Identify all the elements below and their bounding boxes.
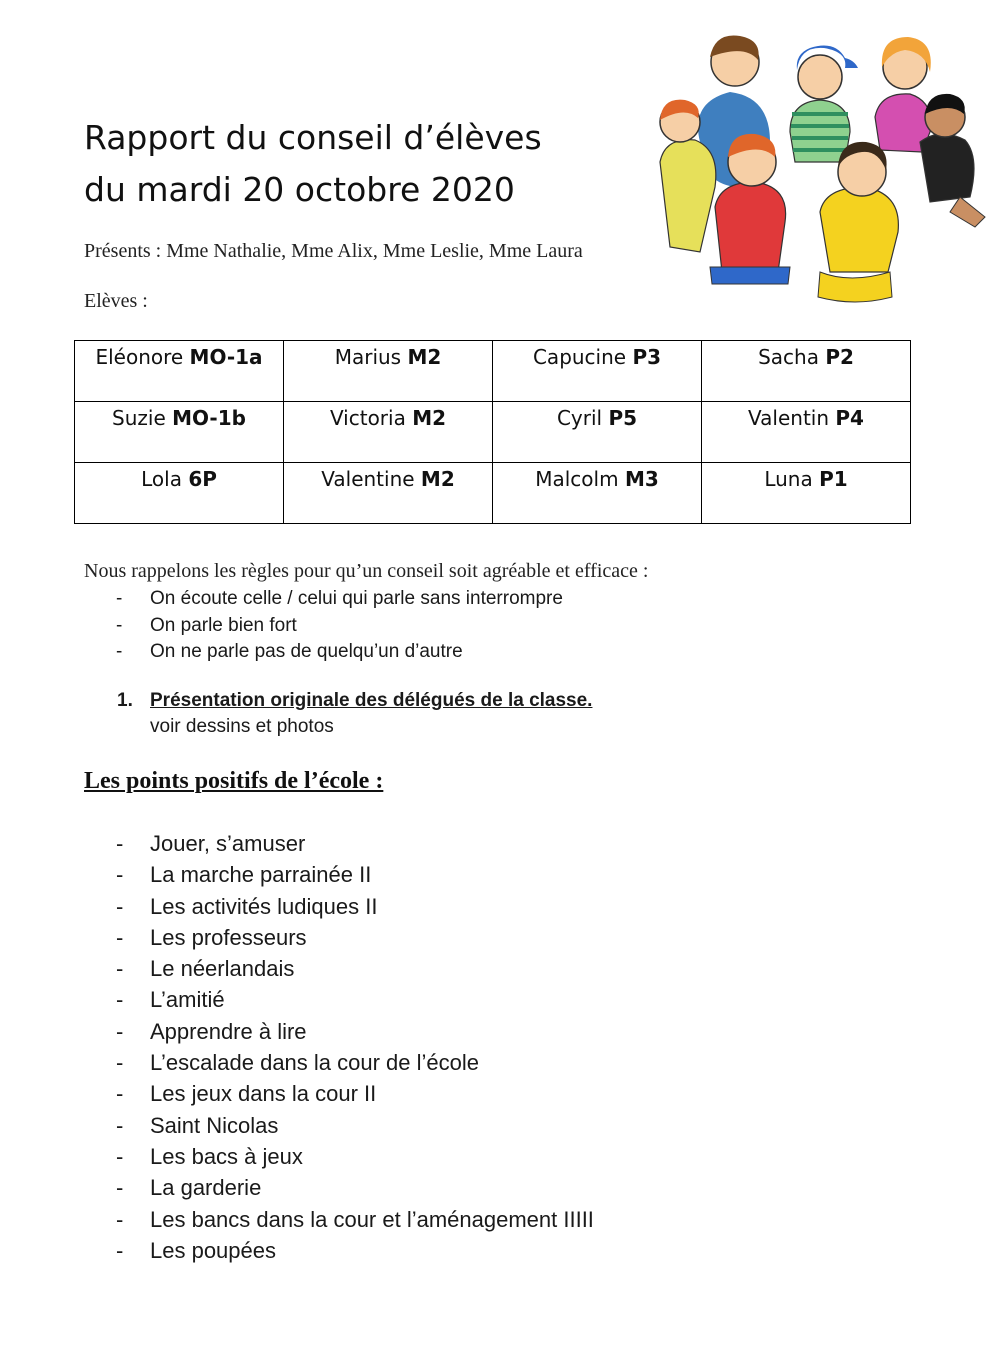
children-sitting-in-circle-illustration bbox=[640, 22, 990, 312]
report-title bbox=[84, 112, 542, 216]
list-bullet: - bbox=[116, 614, 123, 636]
student-cell bbox=[493, 341, 702, 402]
list-item-text: On parle bien fort bbox=[150, 614, 297, 636]
rule-item bbox=[0, 613, 563, 640]
section-1-subtext: voir dessins et photos bbox=[150, 716, 334, 737]
student-name: Sacha bbox=[758, 345, 819, 369]
positive-item bbox=[0, 859, 594, 890]
rules-list bbox=[0, 586, 563, 666]
rules-intro: Nous rappelons les règles pour qu’un conseil soit agréable et efficace : bbox=[84, 560, 649, 582]
student-class: P4 bbox=[835, 406, 864, 430]
child-right bbox=[920, 94, 985, 227]
student-name: Valentin bbox=[748, 406, 830, 430]
student-name: Capucine bbox=[532, 345, 627, 369]
student-cell bbox=[702, 402, 911, 463]
positive-item bbox=[0, 1204, 594, 1235]
list-item-text: On ne parle pas de quelqu’un d’autre bbox=[150, 641, 463, 662]
list-item-text: La marche parrainée II bbox=[150, 862, 372, 888]
student-cell bbox=[702, 463, 911, 524]
student-class: M2 bbox=[407, 345, 442, 369]
child-back-right bbox=[875, 37, 931, 152]
list-item-text: L’amitié bbox=[150, 987, 225, 1013]
positive-item bbox=[0, 1047, 594, 1078]
list-item-text: Saint Nicolas bbox=[150, 1112, 279, 1138]
child-front-right bbox=[818, 142, 898, 302]
positive-item bbox=[0, 891, 594, 922]
child-back-middle bbox=[790, 46, 858, 162]
positives-list bbox=[0, 828, 594, 1266]
student-class: P5 bbox=[608, 406, 638, 430]
list-bullet: - bbox=[116, 862, 124, 888]
student-cell bbox=[75, 402, 284, 463]
students-label: Elèves : bbox=[84, 290, 148, 312]
students-table bbox=[74, 340, 911, 524]
student-cell bbox=[284, 463, 493, 524]
list-bullet: - bbox=[116, 987, 124, 1013]
positive-item bbox=[0, 922, 594, 953]
list-item-text: L’escalade dans la cour de l’école bbox=[150, 1050, 480, 1076]
list-bullet: - bbox=[116, 1112, 124, 1138]
student-class: P3 bbox=[632, 345, 662, 369]
student-name: Cyril bbox=[556, 406, 603, 430]
student-name: Malcolm bbox=[535, 467, 619, 491]
list-bullet: - bbox=[116, 1018, 124, 1044]
positives-title: Les points positifs de l’école : bbox=[84, 768, 384, 794]
report-title-line-2: du mardi 20 octobre 2020 bbox=[84, 170, 515, 209]
list-item-text: On écoute celle / celui qui parle sans interrompre bbox=[150, 588, 563, 609]
students-table-row bbox=[75, 341, 911, 402]
student-name: Suzie bbox=[112, 406, 166, 430]
attendees-line: Présents : Mme Nathalie, Mme Alix, Mme Leslie, Mme Laura bbox=[84, 240, 583, 262]
student-class: M3 bbox=[624, 467, 659, 491]
student-cell bbox=[75, 463, 284, 524]
student-name: Luna bbox=[764, 467, 813, 491]
list-item-text: La garderie bbox=[150, 1175, 262, 1201]
student-name: Lola bbox=[141, 467, 182, 491]
report-title-line-1: Rapport du conseil d’élèves bbox=[84, 118, 542, 157]
list-item-text: Les activités ludiques II bbox=[150, 893, 378, 919]
list-item-text: Les jeux dans la cour II bbox=[150, 1081, 377, 1107]
student-class: MO-1a bbox=[189, 345, 263, 369]
list-bullet: - bbox=[116, 831, 124, 856]
student-name: Marius bbox=[334, 345, 402, 369]
student-name: Victoria bbox=[329, 406, 406, 430]
rule-item bbox=[0, 639, 563, 666]
student-class: M2 bbox=[420, 467, 455, 491]
list-bullet: - bbox=[116, 1050, 124, 1076]
positive-item bbox=[0, 1016, 594, 1047]
student-class: P2 bbox=[825, 345, 854, 369]
section-1-number: 1. bbox=[117, 690, 133, 711]
list-item-text: Les bancs dans la cour et l’aménagement IIIII bbox=[150, 1206, 594, 1232]
student-class: 6P bbox=[188, 467, 217, 491]
list-item-text: Jouer, s’amuser bbox=[150, 831, 306, 856]
list-item-text: Les poupées bbox=[150, 1237, 276, 1263]
positive-item bbox=[0, 953, 594, 984]
student-cell bbox=[493, 463, 702, 524]
students-table-row bbox=[75, 402, 911, 463]
list-item-text: Les bacs à jeux bbox=[150, 1143, 303, 1169]
student-cell bbox=[284, 341, 493, 402]
positive-item bbox=[0, 1110, 594, 1141]
list-bullet: - bbox=[116, 924, 124, 950]
student-class: M2 bbox=[412, 406, 447, 430]
student-cell bbox=[75, 341, 284, 402]
positive-item bbox=[0, 1078, 594, 1109]
list-bullet: - bbox=[116, 588, 123, 609]
student-name: Valentine bbox=[321, 467, 415, 491]
list-item-text: Apprendre à lire bbox=[150, 1018, 307, 1044]
students-table-row bbox=[75, 463, 911, 524]
positive-item bbox=[0, 828, 594, 859]
student-cell bbox=[702, 341, 911, 402]
list-bullet: - bbox=[116, 1237, 124, 1263]
rule-item bbox=[0, 586, 563, 613]
list-bullet: - bbox=[116, 641, 123, 662]
list-bullet: - bbox=[116, 1175, 124, 1201]
list-bullet: - bbox=[116, 1143, 124, 1169]
list-item-text: Le néerlandais bbox=[150, 956, 295, 982]
student-cell bbox=[284, 402, 493, 463]
list-bullet: - bbox=[116, 956, 124, 982]
positive-item bbox=[0, 1235, 594, 1266]
student-class: P1 bbox=[819, 467, 848, 491]
list-bullet: - bbox=[116, 1081, 124, 1107]
student-cell bbox=[493, 402, 702, 463]
student-name: Eléonore bbox=[95, 345, 184, 369]
section-1 bbox=[117, 690, 592, 738]
section-1-heading: Présentation originale des délégués de la classe. bbox=[150, 690, 593, 711]
list-item-text: Les professeurs bbox=[150, 924, 307, 950]
list-bullet: - bbox=[116, 893, 124, 919]
positive-item bbox=[0, 1141, 594, 1172]
list-bullet: - bbox=[116, 1206, 124, 1232]
student-class: MO-1b bbox=[172, 406, 246, 430]
positive-item bbox=[0, 1172, 594, 1203]
positive-item bbox=[0, 984, 594, 1015]
